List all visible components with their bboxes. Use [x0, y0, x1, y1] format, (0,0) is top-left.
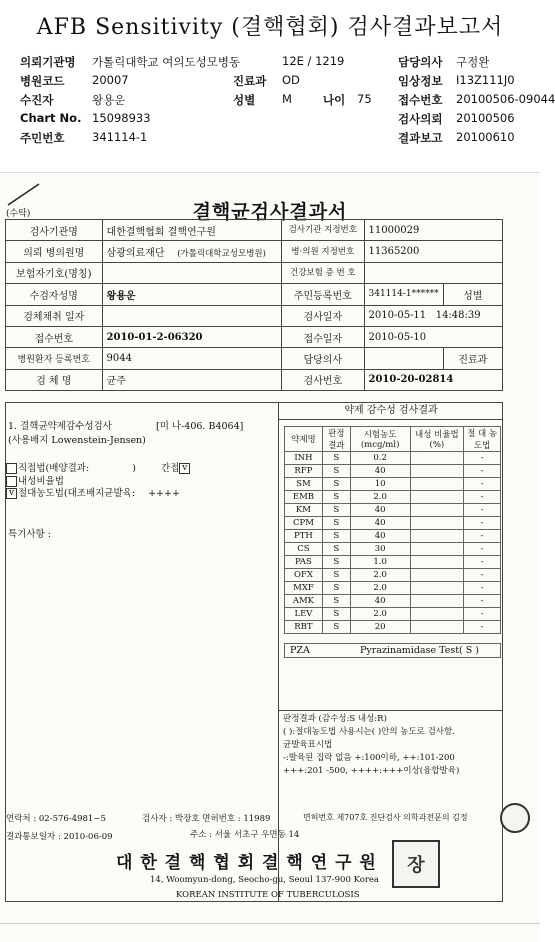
column-divider: [278, 402, 279, 902]
label-lab-name: 검사기관명: [6, 220, 103, 241]
table-row: [6, 284, 503, 305]
cell-ratio: [410, 478, 464, 491]
value-lab-designation-no: 11000029: [364, 220, 503, 241]
cell-result: S: [322, 543, 350, 556]
label-collection-date: 검체채취 일자: [6, 305, 103, 326]
sensitivity-row: [285, 608, 501, 621]
cell-absolute: -: [464, 569, 501, 582]
sensitivity-row: [285, 491, 501, 504]
value-ward: 12E / 1219: [282, 54, 345, 68]
sensitivity-row: [285, 452, 501, 465]
document-title: 결핵균검사결과서: [192, 201, 348, 223]
cell-concentration: 40: [350, 465, 410, 478]
table-row: [6, 262, 503, 283]
footer-license: 면허번호 제707호 진단검사 의학과전문의 김정: [303, 813, 468, 822]
cell-ratio: [410, 491, 464, 504]
sensitivity-table: [284, 426, 501, 634]
option-absolute-label: 절대농도법(대조배지균발육:: [18, 488, 136, 499]
cell-result: S: [322, 504, 350, 517]
test-description: [8, 418, 276, 446]
footer-examiner: 검사자 : 박장호 면허번호 : 11989: [142, 814, 271, 824]
label-clinical-info: 임상정보: [398, 74, 443, 88]
label-clinic-department: 진료과: [443, 348, 502, 369]
cell-drug-name: CPM: [285, 517, 323, 530]
label-accession-no: 접수번호: [6, 326, 103, 347]
table-row: [6, 305, 503, 326]
cell-concentration: 40: [350, 504, 410, 517]
value-examinee-name: 왕용운: [102, 284, 282, 305]
checkbox-ratio: [6, 476, 17, 487]
option-resistance-ratio: [6, 476, 276, 489]
label-chart-no: Chart No.: [20, 111, 82, 125]
col-absolute: 절 대 농도법: [464, 427, 501, 452]
value-institution: 가톨릭대학교 여의도성모병동: [92, 55, 241, 69]
table-row: [6, 241, 503, 262]
cell-result: S: [322, 452, 350, 465]
cell-concentration: 2.0: [350, 582, 410, 595]
cell-absolute: -: [464, 465, 501, 478]
label-requesting-hospital-text: 의뢰 병의원명: [23, 248, 85, 260]
label-requesting-hospital: [6, 241, 103, 262]
table-row: [6, 326, 503, 347]
table-row: [6, 348, 503, 369]
value-sex: M: [282, 92, 292, 106]
cell-concentration: 40: [350, 530, 410, 543]
cell-ratio: [410, 530, 464, 543]
cell-drug-name: PTH: [285, 530, 323, 543]
cell-result: S: [322, 621, 350, 634]
value-resident-reg-no: 341114-1******: [364, 284, 443, 305]
sensitivity-row: [285, 465, 501, 478]
value-exam-date: 2010-05-11: [368, 310, 427, 322]
col-concentration: 시험농도 (mcg/ml): [350, 427, 410, 452]
label-resident-reg-no: 주민등록번호: [282, 284, 364, 305]
header-row-2: [20, 73, 535, 92]
value-specimen: 균주: [102, 369, 282, 390]
value-patient: 왕용운: [92, 93, 126, 107]
value-lab-name: 대한결핵협회 결핵연구원: [102, 220, 282, 241]
label-receipt-no: 접수번호: [398, 93, 443, 107]
header-row-1: [20, 54, 535, 73]
round-seal: [500, 803, 530, 833]
scanned-report: [0, 172, 540, 942]
cell-result: S: [322, 465, 350, 478]
cell-drug-name: CS: [285, 543, 323, 556]
sensitivity-title: 약제 감수성 검사결과: [279, 402, 503, 420]
label-patient: 수진자: [20, 93, 54, 107]
footer-report-date: 결과통보일자 : 2010-06-09: [6, 832, 113, 842]
cell-absolute: -: [464, 452, 501, 465]
value-receipt-date: 2010-05-10: [364, 326, 503, 347]
option-indirect-label: 간접: [160, 463, 180, 474]
cell-result: S: [322, 491, 350, 504]
value-resident-no: 341114-1: [92, 130, 148, 144]
pza-row: [284, 643, 501, 658]
value-age: 75: [357, 92, 372, 106]
cell-result: S: [322, 478, 350, 491]
header-row-4: [20, 111, 535, 130]
value-patient-reg-no: 9044: [102, 348, 282, 369]
sensitivity-row: [285, 569, 501, 582]
cell-concentration: 2.0: [350, 608, 410, 621]
square-seal: [392, 840, 440, 888]
cell-result: S: [322, 582, 350, 595]
cell-ratio: [410, 608, 464, 621]
cell-result: S: [322, 530, 350, 543]
cell-drug-name: SM: [285, 478, 323, 491]
cell-ratio: [410, 569, 464, 582]
legend-line: -:발육된 집락 없음 +:100이하, ++:101-200: [283, 753, 455, 763]
checkbox-indirect: v: [179, 463, 190, 474]
footer-institute: 대 한 결 핵 협 회 결 핵 연 구 원: [116, 853, 377, 873]
cell-concentration: 20: [350, 621, 410, 634]
label-resident-no: 주민번호: [20, 131, 65, 145]
legend-divider: [279, 710, 503, 711]
sensitivity-row: [285, 621, 501, 634]
value-chart-no: 15098933: [92, 111, 151, 125]
cell-absolute: -: [464, 621, 501, 634]
consignment-label: (수탁): [6, 209, 31, 219]
seal-text: 장: [407, 855, 425, 876]
cell-concentration: 2.0: [350, 491, 410, 504]
test-name: 1. 결핵균약제감수성검사: [8, 421, 112, 432]
cell-drug-name: INH: [285, 452, 323, 465]
option-direct-label: 직접법(배양결과:: [18, 463, 90, 474]
option-ratio-label: 내성비율법: [18, 475, 64, 487]
cell-drug-name: EMB: [285, 491, 323, 504]
table-row: [6, 369, 503, 390]
legend-line: +++:201 -500, ++++:+++이상(융합발육): [283, 766, 460, 776]
cell-result: S: [322, 569, 350, 582]
cell-absolute: -: [464, 530, 501, 543]
cell-concentration: 1.0: [350, 556, 410, 569]
value-clinical-info: I13Z111J0: [456, 73, 515, 87]
label-request-date: 검사의뢰: [398, 112, 443, 126]
footer-phone: 연락처 : 02-576-4981~5: [6, 814, 106, 824]
value-exam-datetime: [364, 305, 503, 326]
label-insurance-card-no: 건강보험 증 번 호: [282, 262, 364, 283]
option-direct-close: ): [132, 463, 136, 474]
cell-absolute: -: [464, 595, 501, 608]
cell-concentration: 10: [350, 478, 410, 491]
test-code: [미 나-406. B4064]: [156, 421, 244, 432]
report-title: AFB Sensitivity (결핵협회) 검사결과보고서: [36, 15, 504, 40]
cell-ratio: [410, 465, 464, 478]
cell-ratio: [410, 543, 464, 556]
sensitivity-row: [285, 504, 501, 517]
cell-drug-name: PAS: [285, 556, 323, 569]
cell-absolute: -: [464, 543, 501, 556]
value-attending-doctor: [364, 348, 443, 369]
label-gender: 성별: [443, 284, 502, 305]
label-hospital-code: 병원코드: [20, 74, 65, 88]
cell-concentration: 40: [350, 595, 410, 608]
value-doctor: 구정완: [456, 55, 490, 69]
sensitivity-row: [285, 556, 501, 569]
footer-institute-en: KOREAN INSTITUTE OF TUBERCULOSIS: [176, 890, 360, 900]
col-ratio: 내성 비율법(%): [410, 427, 464, 452]
value-foundation: 삼광의료재단: [106, 248, 165, 260]
cell-ratio: [410, 621, 464, 634]
label-insurer: 보험자기호(명칭): [6, 262, 103, 283]
header-row-5: [20, 130, 535, 149]
patient-info-table: [5, 219, 503, 391]
value-collection-date: [102, 305, 282, 326]
cell-drug-name: LEV: [285, 608, 323, 621]
sensitivity-row: [285, 543, 501, 556]
label-report-date: 결과보고: [398, 131, 443, 145]
cell-drug-name: MXF: [285, 582, 323, 595]
checkbox-direct: [6, 463, 17, 474]
label-exam-date: 검사일자: [282, 305, 364, 326]
cell-ratio: [410, 517, 464, 530]
option-direct-method: [6, 463, 276, 476]
value-hospital-code: 20007: [92, 73, 129, 87]
table-row: [6, 220, 503, 241]
cell-concentration: 40: [350, 517, 410, 530]
value-department: OD: [282, 73, 300, 87]
header-row-3: [20, 92, 555, 111]
sensitivity-row: [285, 530, 501, 543]
label-institution: 의뢰기관명: [20, 55, 76, 69]
sensitivity-row: [285, 595, 501, 608]
cell-concentration: 30: [350, 543, 410, 556]
value-report-date: 20100610: [456, 130, 515, 144]
cell-drug-name: OFX: [285, 569, 323, 582]
footer-address-en: 14, Woomyun-dong, Seocho-gu, Seoul 137-900 Korea: [150, 875, 379, 885]
cell-result: S: [322, 517, 350, 530]
cell-result: S: [322, 595, 350, 608]
label-receipt-date: 접수일자: [282, 326, 364, 347]
value-request-date: 20100506: [456, 111, 515, 125]
col-result: 판정 결과: [322, 427, 350, 452]
legend-line: 균발육표시법: [283, 740, 333, 750]
label-age: 나이: [323, 93, 346, 107]
cell-absolute: -: [464, 517, 501, 530]
cell-drug-name: AMK: [285, 595, 323, 608]
cell-absolute: -: [464, 491, 501, 504]
checkbox-absolute: v: [6, 488, 17, 499]
cell-ratio: [410, 582, 464, 595]
legend-line: ( ):절대농도법 사용시는( )안의 농도로 검사함.: [283, 727, 455, 737]
label-patient-reg-no: 병원환자 등록번호: [6, 348, 103, 369]
footer-address: 주소 : 서울 서초구 우면동 14: [190, 830, 300, 840]
cell-absolute: -: [464, 608, 501, 621]
sensitivity-row: [285, 582, 501, 595]
cell-absolute: -: [464, 478, 501, 491]
label-specimen: 검 체 명: [6, 369, 103, 390]
cell-concentration: 2.0: [350, 569, 410, 582]
value-hospital-name: (가톨릭대학교성모병원): [177, 249, 266, 260]
cell-result: S: [322, 608, 350, 621]
cell-drug-name: RFP: [285, 465, 323, 478]
value-requesting-hospital: [102, 241, 282, 262]
sensitivity-row: [285, 478, 501, 491]
scan-edge: [0, 923, 540, 924]
label-examinee-name: 수검자성명: [6, 284, 103, 305]
label-clinic-designation-no: 병·의원 지정번호: [282, 241, 364, 262]
cell-ratio: [410, 556, 464, 569]
label-department: 진료과: [233, 74, 267, 88]
sensitivity-row: [285, 517, 501, 530]
legend-line: 판정결과 (감수성:S 내성:R): [283, 714, 387, 724]
cell-ratio: [410, 452, 464, 465]
value-accession-no: 2010-01-2-06320: [102, 326, 282, 347]
remarks-label: 특기사항 :: [8, 529, 51, 540]
cell-drug-name: RBT: [285, 621, 323, 634]
cell-ratio: [410, 595, 464, 608]
legend: [283, 713, 501, 778]
value-insurance-card-no: [364, 262, 503, 283]
cell-result: S: [322, 556, 350, 569]
cell-absolute: -: [464, 504, 501, 517]
label-doctor: 담당의사: [398, 55, 443, 69]
cell-concentration: 0.2: [350, 452, 410, 465]
label-attending-doctor: 담당의사: [282, 348, 364, 369]
value-exam-time: 14:48:39: [435, 310, 481, 322]
option-absolute-concentration: [6, 488, 276, 501]
cell-ratio: [410, 504, 464, 517]
pza-value: Pyrazinamidase Test( S ): [360, 645, 479, 656]
label-sex: 성별: [233, 93, 256, 107]
value-receipt-no: 20100506-09044: [456, 92, 555, 106]
report-header: [20, 54, 555, 149]
label-test-no: 검사번호: [282, 369, 364, 390]
method-options: [6, 463, 276, 501]
culture-medium: (사용배지 Lowenstein-Jensen): [8, 435, 146, 446]
value-insurer: [102, 262, 282, 283]
sensitivity-header-row: [285, 427, 501, 452]
col-drug: 약제명: [285, 427, 323, 452]
cell-absolute: -: [464, 556, 501, 569]
label-lab-designation-no: 검사기관 지정번호: [282, 220, 364, 241]
value-test-no: 2010-20-02814: [364, 369, 503, 390]
value-clinic-designation-no: 11365200: [364, 241, 503, 262]
cell-absolute: -: [464, 582, 501, 595]
option-absolute-value: ++++: [148, 488, 180, 499]
pza-label: PZA: [290, 645, 310, 656]
cell-drug-name: KM: [285, 504, 323, 517]
